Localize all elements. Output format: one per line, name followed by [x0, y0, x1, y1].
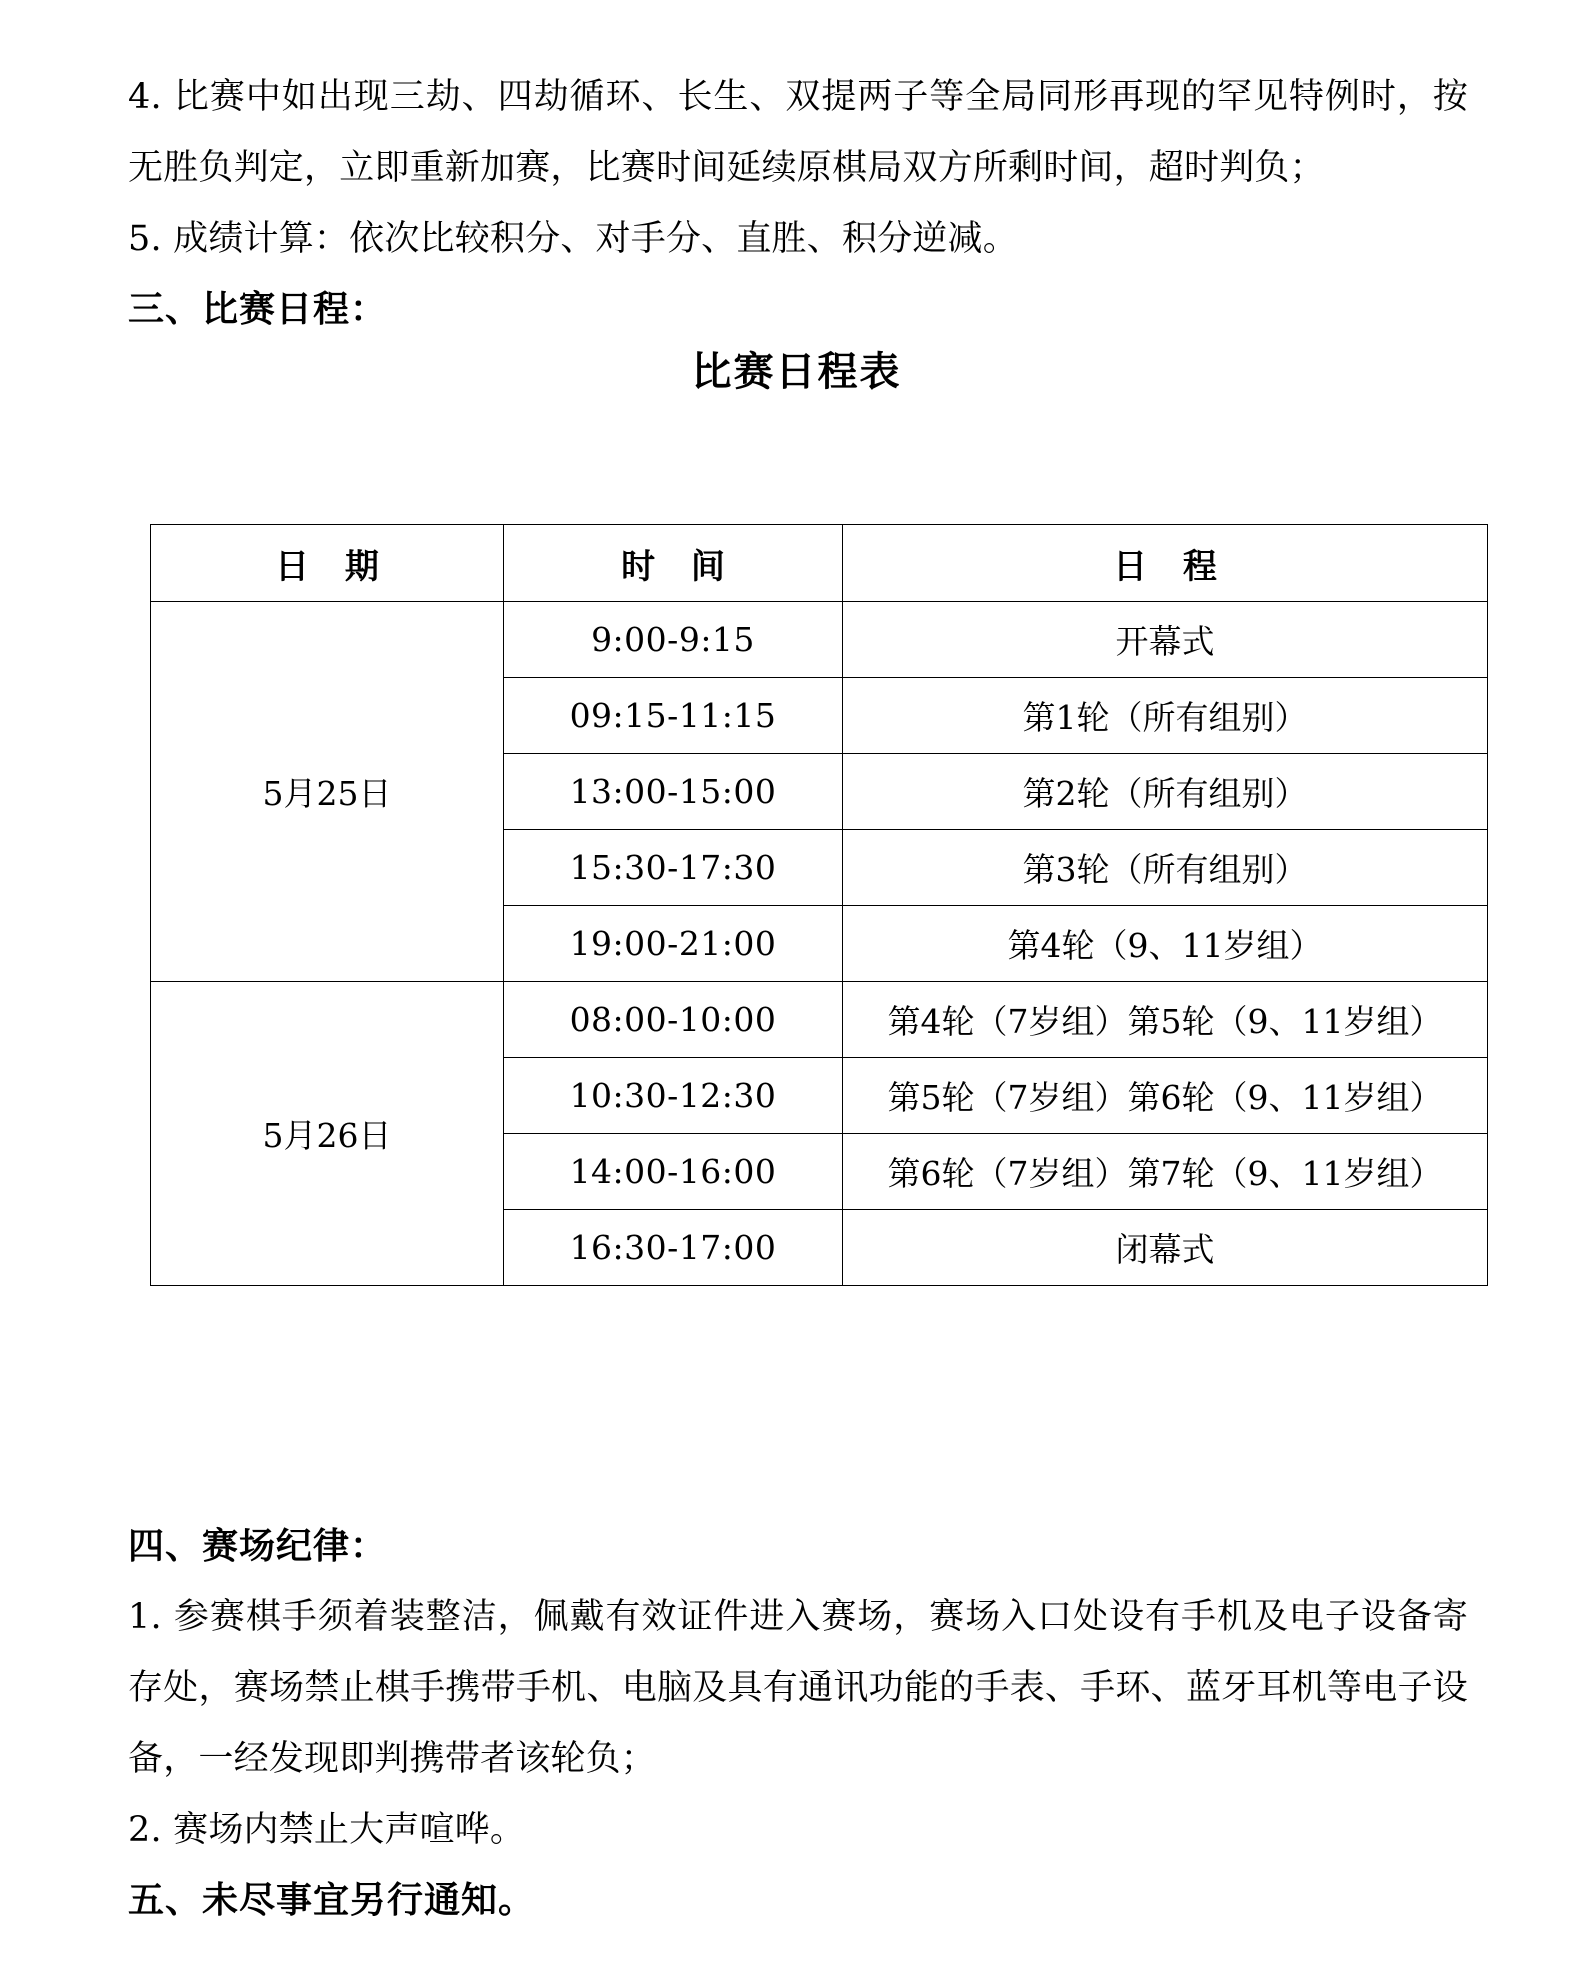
schedule-table-title: 比赛日程表 — [691, 349, 902, 395]
cell-program: 第3轮（所有组别） — [843, 830, 1488, 906]
rule-item-4: 4. 比赛中如出现三劫、四劫循环、长生、双提两子等全局同形再现的罕见特例时，按无胜负判定，立即重新加赛，比赛时间延续原棋局双方所剩时间，超时判负； — [128, 77, 1468, 188]
cell-time: 09:15-11:15 — [504, 678, 843, 754]
cell-program: 第6轮（7岁组）第7轮（9、11岁组） — [843, 1134, 1488, 1210]
cell-time: 14:00-16:00 — [504, 1134, 843, 1210]
schedule-table-wrapper — [150, 524, 1487, 1286]
cell-program: 第2轮（所有组别） — [843, 754, 1488, 830]
column-header-program: 日 程 — [843, 525, 1488, 602]
cell-date: 5月25日 — [151, 602, 504, 982]
cell-time: 13:00-15:00 — [504, 754, 843, 830]
rules-block-top — [128, 62, 1468, 345]
cell-program: 第4轮（9、11岁组） — [843, 906, 1488, 982]
cell-program: 开幕式 — [843, 602, 1488, 678]
cell-date: 5月26日 — [151, 982, 504, 1286]
section-heading-five: 五、未尽事宜另行通知。 — [128, 1880, 536, 1921]
schedule-table-body — [151, 602, 1488, 1286]
table-row — [151, 602, 1488, 678]
cell-time: 08:00-10:00 — [504, 982, 843, 1058]
rule-item-5: 5. 成绩计算：依次比较积分、对手分、直胜、积分逆减。 — [128, 219, 1018, 259]
cell-program: 第5轮（7岁组）第6轮（9、11岁组） — [843, 1058, 1488, 1134]
cell-time: 19:00-21:00 — [504, 906, 843, 982]
cell-time: 16:30-17:00 — [504, 1210, 843, 1286]
discipline-item-2: 2. 赛场内禁止大声喧哗。 — [128, 1810, 526, 1850]
rules-block-bottom — [128, 1512, 1468, 1936]
cell-program: 第4轮（7岁组）第5轮（9、11岁组） — [843, 982, 1488, 1058]
column-header-time: 时 间 — [504, 525, 843, 602]
cell-time: 10:30-12:30 — [504, 1058, 843, 1134]
cell-time: 9:00-9:15 — [504, 602, 843, 678]
schedule-table-head — [151, 525, 1488, 602]
discipline-item-1: 1. 参赛棋手须着装整洁，佩戴有效证件进入赛场，赛场入口处设有手机及电子设备寄存处，赛场禁止棋手携带手机、电脑及具有通讯功能的手表、手环、蓝牙耳机等电子设备，一经发现即判携带者该轮负； — [128, 1597, 1468, 1779]
cell-program: 闭幕式 — [843, 1210, 1488, 1286]
table-header-row — [151, 525, 1488, 602]
section-heading-three: 三、比赛日程： — [128, 289, 388, 330]
section-heading-four: 四、赛场纪律： — [128, 1526, 388, 1567]
table-row — [151, 982, 1488, 1058]
cell-time: 15:30-17:30 — [504, 830, 843, 906]
column-header-date: 日 期 — [151, 525, 504, 602]
schedule-table — [150, 524, 1488, 1286]
cell-program: 第1轮（所有组别） — [843, 678, 1488, 754]
